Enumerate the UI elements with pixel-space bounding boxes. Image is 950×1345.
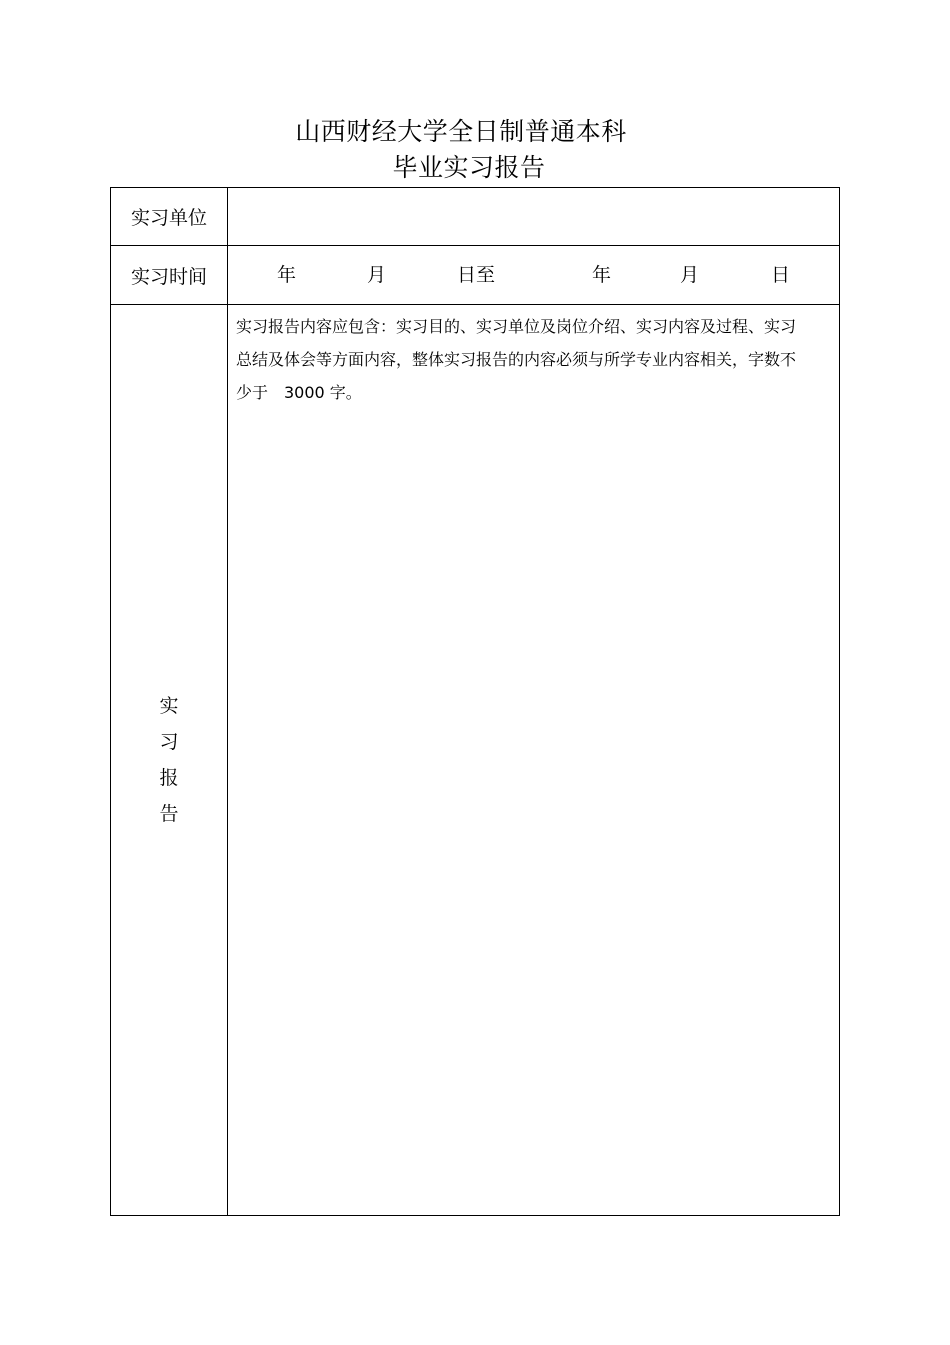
end-month-label: 月 [680,264,700,286]
report-form-table [110,187,840,1216]
page-subtitle: 毕业实习报告 [392,153,546,182]
internship-report-label [111,305,228,1215]
internship-unit-field[interactable] [228,188,839,245]
report-label-char: 报 [159,767,179,789]
report-label-char: 习 [159,731,179,753]
page-title: 山西财经大学全日制普通本科 [295,117,627,146]
end-year-label: 年 [592,264,612,286]
report-label-char: 告 [159,803,179,825]
end-day-label: 日 [771,264,791,286]
internship-unit-row [111,188,839,246]
internship-unit-label: 实习单位 [111,188,228,245]
report-label-char: 实 [159,695,179,717]
internship-time-field[interactable] [228,246,839,304]
internship-report-row [111,305,839,1215]
start-month-label: 月 [367,264,387,286]
internship-time-row [111,246,839,305]
start-year-label: 年 [277,264,297,286]
internship-time-label: 实习时间 [111,246,228,304]
report-instructions: 实习报告内容应包含：实习目的、实习单位及岗位介绍、实习内容及过程、实习总结及体会等方面内容，整体实习报告的内容必须与所学专业内容相关，字数不少于 3000 字。 [236,317,797,402]
internship-report-field[interactable] [228,305,839,1215]
start-day-to-label: 日至 [457,264,496,286]
